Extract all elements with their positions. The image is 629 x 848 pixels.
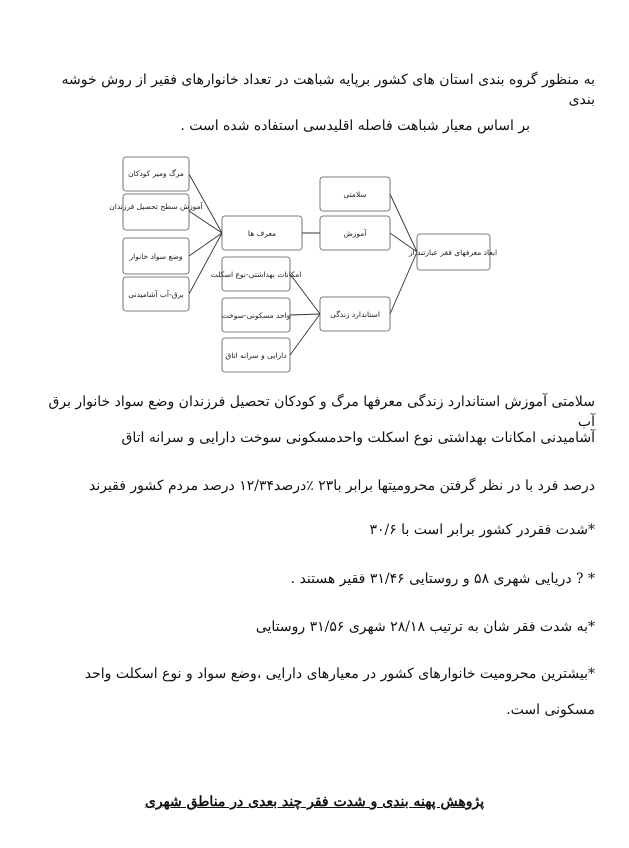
bullet-deprivation-line-2: مسکونی است. (506, 702, 595, 718)
bullet-deprivation-line-1: *بیشترین محرومیت خانوارهای کشور در معیارهای دارایی ،وضع سواد و نوع اسکلت واحد (84, 666, 595, 682)
dimension-box-health (320, 177, 390, 211)
section-heading: پژوهش پهنه بندی و شدت فقر چند بعدی در مناطق شهری (144, 794, 485, 810)
dimension-label: سلامتی (343, 190, 367, 199)
intro-line-2: بر اساس معیار شباهت فاصله اقلیدسی استفاده شده است . (180, 118, 530, 134)
indicator-box-housing-fuel (222, 298, 291, 332)
indicator-label: مرگ ومیر کودکان (128, 169, 184, 178)
para2-line-1: سلامتی آموزش استاندارد زندگی معرفها مرگ و کودکان تحصیل فرزندان وضع سواد خانوار برق آب (48, 394, 595, 430)
indicator-box-children-education (109, 194, 203, 230)
hub-label: معرف ها (247, 229, 277, 238)
indicator-box-assets-rooms (222, 338, 290, 372)
intro-line-1: به منظور گروه بندی استان های کشور برپایه شباهت در تعداد خانوارهای فقیر از روش خوشه بندی (61, 72, 595, 108)
dimension-box-living-standard (320, 297, 390, 331)
result-label: ابعاد معرفهای فقر عبارتند از (408, 248, 498, 257)
dimension-label: آموزش (343, 229, 367, 238)
dimension-label: استاندارد زندگی (330, 310, 380, 319)
indicator-box-child-mortality (123, 157, 189, 191)
poverty-dimensions-box (408, 234, 497, 270)
bullet-intensity-urban-rural: *به شدت فقر شان به ترتیب ۲۸/۱۸ شهری ۳۱/۵۶ روستایی (255, 619, 595, 635)
indicator-label: برق-آب آشامیدنی (128, 290, 184, 299)
poverty-rate-text: درصد فرد با در نظر گرفتن محرومیتها برابر با۲۳ ٪درصد۱۲/۳۴ درصد مردم کشور فقیرند (88, 478, 595, 494)
poverty-indicators-diagram (0, 0, 629, 380)
indicator-label: دارایی و سرانه اتاق (225, 351, 287, 360)
indicator-box-electricity-water (123, 277, 189, 311)
indicator-box-sanitation-structure (211, 257, 302, 291)
indicator-label: امکانات بهداشتی-نوع اسکلت (210, 270, 302, 279)
indicator-label: وضع سواد خانوار (129, 252, 183, 261)
para2-line-2: آشامیدنی امکانات بهداشتی نوع اسکلت واحدمسکونی سوخت دارایی و سرانه اتاق (121, 430, 595, 446)
bullet-poverty-intensity: *شدت فقردر کشور برابر است با ۳۰/۶ (369, 522, 595, 538)
indicator-label: واحد مسکونی-سوخت (221, 311, 291, 320)
indicator-label: آموزش سطح تحصیل فرزندان (109, 202, 203, 211)
dimension-box-education (320, 216, 390, 250)
indicators-hub-box (222, 216, 302, 250)
indicator-box-literacy (123, 238, 189, 274)
bullet-urban-rural-poor: * ? دریایی شهری ۵۸ و روستایی ۳۱/۴۶ فقیر هستند . (290, 571, 595, 587)
